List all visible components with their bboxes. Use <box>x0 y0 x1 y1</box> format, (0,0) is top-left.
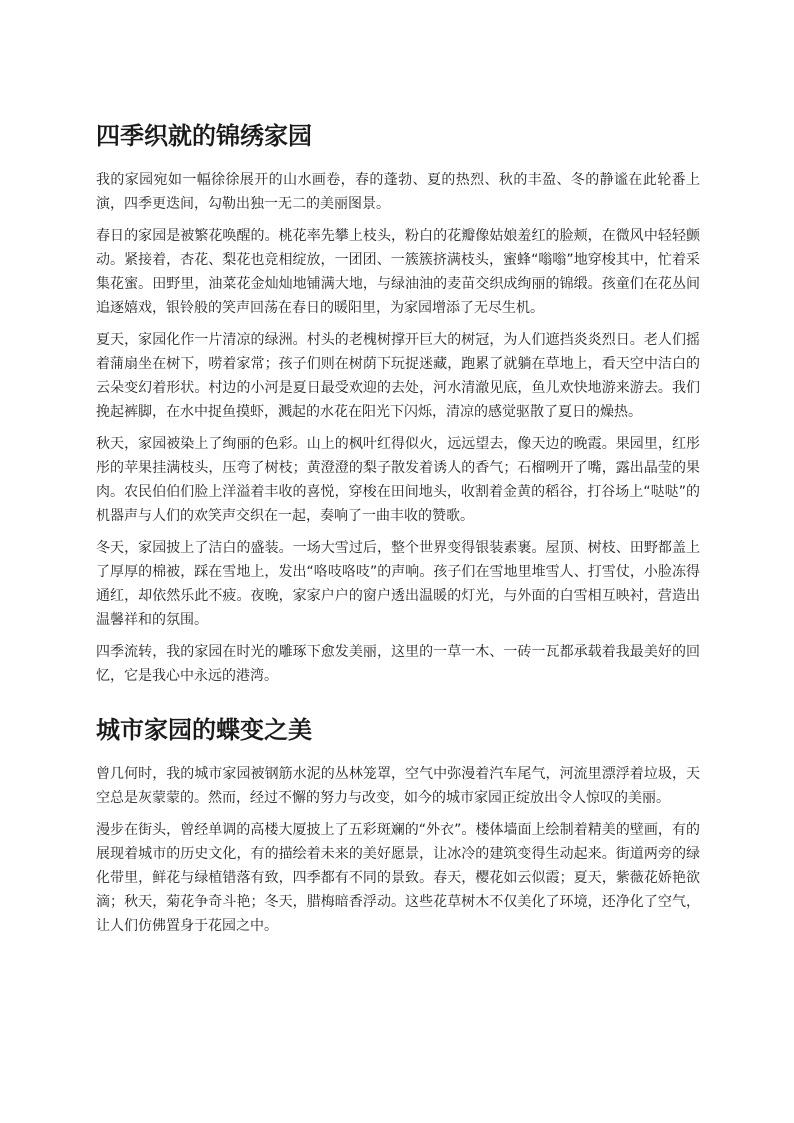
paragraph: 漫步在街头，曾经单调的高楼大厦披上了五彩斑斓的“外衣”。楼体墙面上绘制着精美的壁画，有的展现着城市的历史文化，有的描绘着未来的美好愿景，让冰冷的建筑变得生动起来。街道两旁的绿化带里，鲜花与绿植错落有致，四季都有不同的景致。春天，樱花如云似霞；夏天，紫薇花娇艳欲滴；秋天，菊花争奇斗艳；冬天，腊梅暗香浮动。这些花草树木不仅美化了环境，还净化了空气，让人们仿佛置身于花园之中。 <box>96 822 700 934</box>
paragraph: 四季流转，我的家园在时光的雕琢下愈发美丽，这里的一草一木、一砖一瓦都承载着我最美好的回忆，它是我心中永远的港湾。 <box>96 644 700 684</box>
section-title: 四季织就的锦绣家园 <box>96 122 312 150</box>
paragraph: 夏天，家园化作一片清凉的绿洲。村头的老槐树撑开巨大的树冠，为人们遮挡炎炎烈日。老人们摇着蒲扇坐在树下，唠着家常；孩子们则在树荫下玩捉迷藏，跑累了就躺在草地上，看天空中洁白的云朵变幻着形状。村边的小河是夏日最受欢迎的去处，河水清澈见底，鱼儿欢快地游来游去。我们挽起裤脚，在水中捉鱼摸虾，溅起的水花在阳光下闪烁，清凉的感觉驱散了夏日的燥热。 <box>96 332 700 420</box>
paragraph: 春日的家园是被繁花唤醒的。桃花率先攀上枝头，粉白的花瓣像姑娘羞红的脸颊，在微风中轻轻颤动。紧接着，杏花、梨花也竞相绽放，一团团、一簇簇挤满枝头，蜜蜂“嗡嗡”地穿梭其中，忙着采集花蜜。田野里，油菜花金灿灿地铺满大地，与绿油油的麦苗交织成绚丽的锦缎。孩童们在花丛间追逐嬉戏，银铃般的笑声回荡在春日的暖阳里，为家园增添了无尽生机。 <box>96 228 700 316</box>
section-title: 城市家园的蝶变之美 <box>96 716 312 744</box>
paragraph: 冬天，家园披上了洁白的盛装。一场大雪过后，整个世界变得银装素裹。屋顶、树枝、田野都盖上了厚厚的棉被，踩在雪地上，发出“咯吱咯吱”的声响。孩子们在雪地里堆雪人、打雪仗，小脸冻得通红，却依然乐此不疲。夜晚，家家户户的窗户透出温暖的灯光，与外面的白雪相互映衬，营造出温馨祥和的氛围。 <box>96 540 700 628</box>
document-page <box>96 118 700 946</box>
paragraph: 秋天，家园被染上了绚丽的色彩。山上的枫叶红得似火，远远望去，像天边的晚霞。果园里，红彤彤的苹果挂满枝头，压弯了树枝；黄澄澄的梨子散发着诱人的香气；石榴咧开了嘴，露出晶莹的果肉。农民伯伯们脸上洋溢着丰收的喜悦，穿梭在田间地头，收割着金黄的稻谷，打谷场上“哒哒”的机器声与人们的欢笑声交织在一起，奏响了一曲丰收的赞歌。 <box>96 436 700 524</box>
paragraph: 我的家园宛如一幅徐徐展开的山水画卷，春的蓬勃、夏的热烈、秋的丰盈、冬的静谧在此轮番上演，四季更迭间，勾勒出独一无二的美丽图景。 <box>96 172 700 212</box>
section-four-seasons <box>96 118 700 688</box>
section-city-home <box>96 712 700 938</box>
paragraph: 曾几何时，我的城市家园被钢筋水泥的丛林笼罩，空气中弥漫着汽车尾气，河流里漂浮着垃圾，天空总是灰蒙蒙的。然而，经过不懈的努力与改变，如今的城市家园正绽放出令人惊叹的美丽。 <box>96 766 700 806</box>
